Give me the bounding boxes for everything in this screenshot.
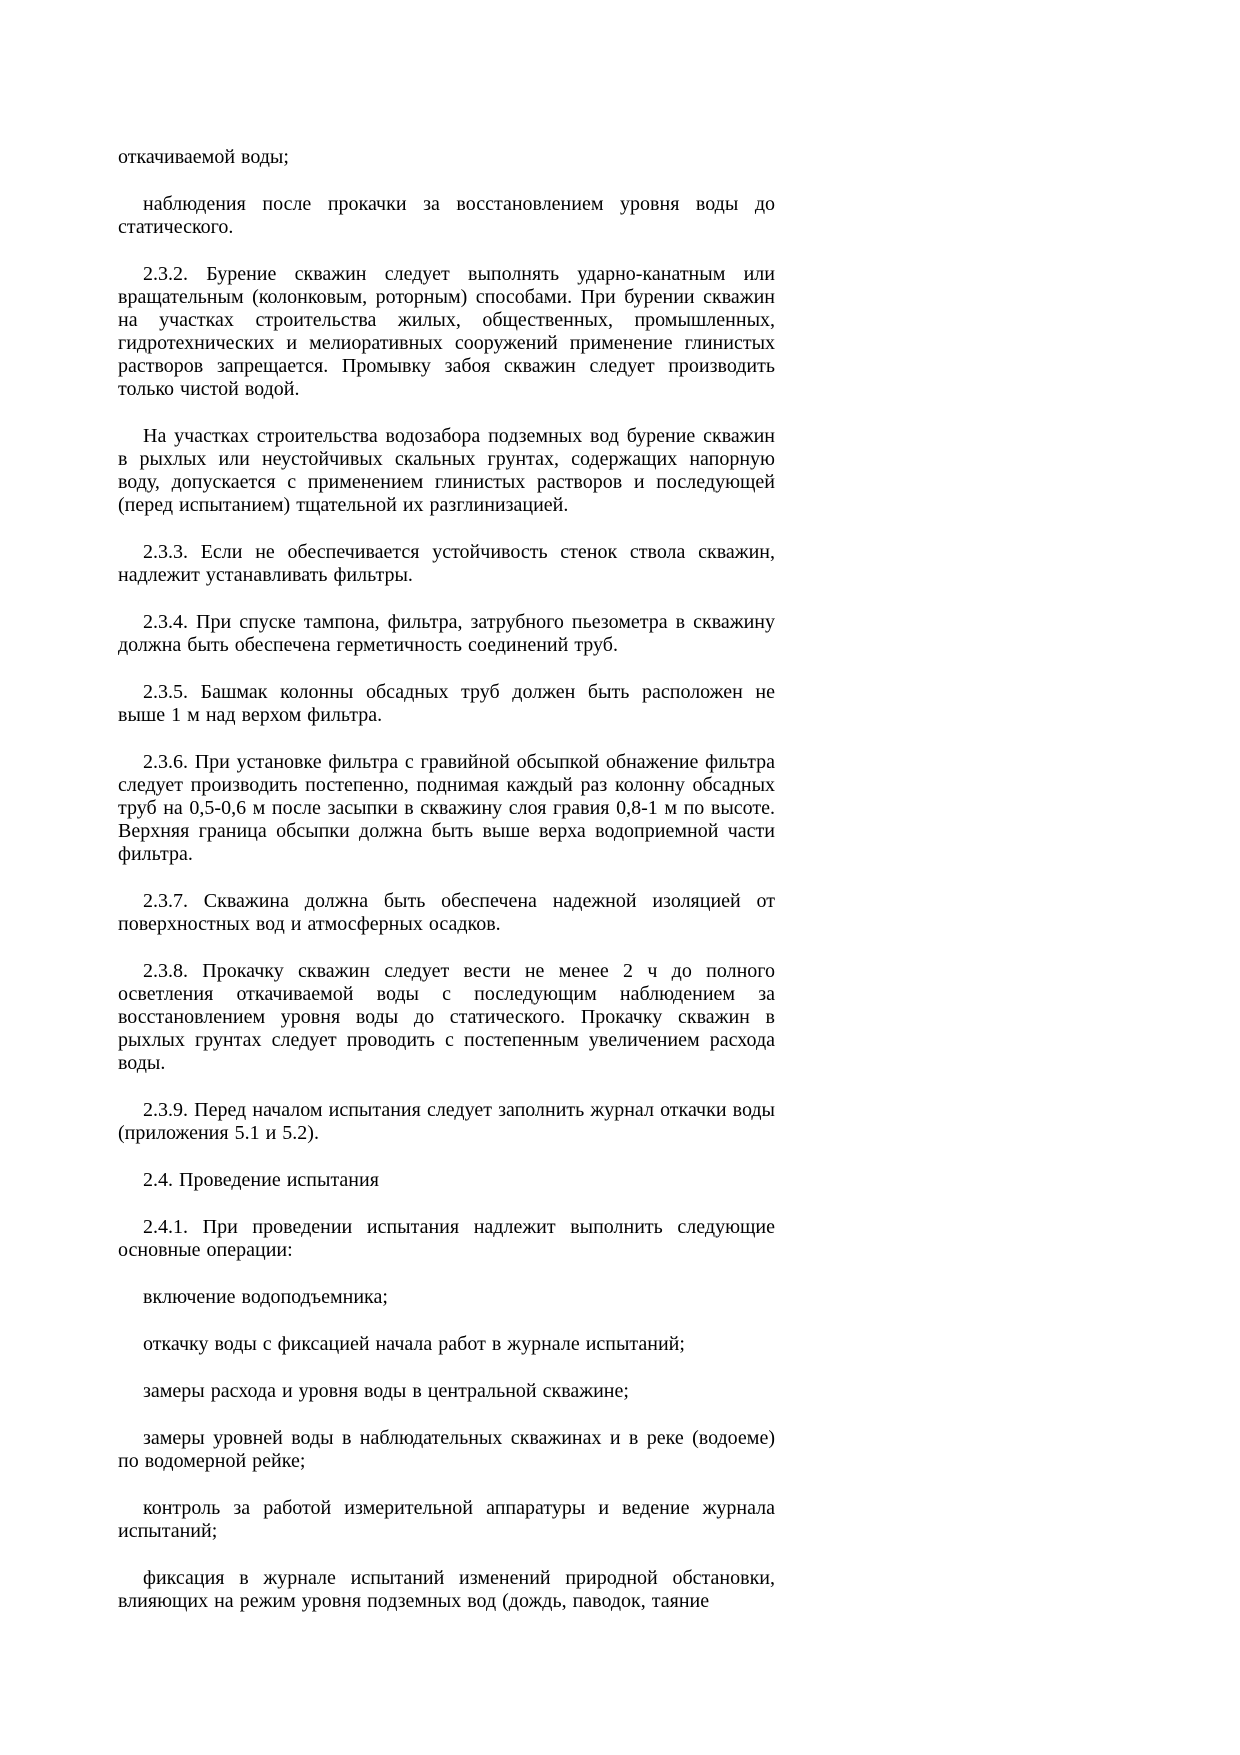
paragraph-2-3-4: 2.3.4. При спуске тампона, фильтра, затрубного пьезометра в скважину должна быть обеспечена герметичность соединений труб. xyxy=(118,611,775,656)
paragraph-continuation-pumped-water: откачиваемой воды; xyxy=(118,146,289,168)
paragraph-2-3-7: 2.3.7. Скважина должна быть обеспечена надежной изоляцией от поверхностных вод и атмосферных осадков. xyxy=(118,890,775,935)
list-item-pumping-start-log: откачку воды с фиксацией начала работ в журнале испытаний; xyxy=(143,1333,685,1355)
paragraph-2-3-6: 2.3.6. При установке фильтра с гравийной обсыпкой обнажение фильтра следует производить постепенно, поднимая каждый раз колонну обсадных труб на 0,5-0,6 м после засыпки в скважину слоя гравия 0,8-1 м по высоте. Верхняя граница обсыпки должна быть выше верха водоприемной части фильтра. xyxy=(118,751,775,865)
list-item-observation-wells-levels: замеры уровней воды в наблюдательных скважинах и в реке (водоеме) по водомерной рейке; xyxy=(118,1427,775,1472)
section-heading-2-4: 2.4. Проведение испытания xyxy=(143,1169,379,1191)
paragraph-2-3-5: 2.3.5. Башмак колонны обсадных труб должен быть расположен не выше 1 м над верхом фильтра. xyxy=(118,681,775,726)
paragraph-2-3-8: 2.3.8. Прокачку скважин следует вести не менее 2 ч до полного осветления откачиваемой воды с последующим наблюдением за восстановлением уровня воды до статического. Прокачку скважин в рыхлых грунтах следует проводить с постепенным увеличением расхода воды. xyxy=(118,960,775,1074)
paragraph-2-3-9: 2.3.9. Перед началом испытания следует заполнить журнал откачки воды (приложения 5.1 и 5.2). xyxy=(118,1099,775,1144)
paragraph-2-4-1: 2.4.1. При проведении испытания надлежит выполнить следующие основные операции: xyxy=(118,1216,775,1261)
list-item-instrument-control: контроль за работой измерительной аппаратуры и ведение журнала испытаний; xyxy=(118,1497,775,1542)
paragraph-observations-after-pumping: наблюдения после прокачки за восстановлением уровня воды до статического. xyxy=(118,193,775,238)
list-item-natural-conditions-log: фиксация в журнале испытаний изменений природной обстановки, влияющих на режим уровня подземных вод (дождь, паводок, таяние xyxy=(118,1567,775,1612)
paragraph-water-intake-sites: На участках строительства водозабора подземных вод бурение скважин в рыхлых или неустойчивых скальных грунтах, содержащих напорную воду, допускается с применением глинистых растворов и последующей (перед испытанием) тщательной их разглинизацией. xyxy=(118,425,775,516)
document-text-column xyxy=(118,146,775,1613)
list-item-pump-switch-on: включение водоподъемника; xyxy=(143,1286,388,1308)
paragraph-2-3-3: 2.3.3. Если не обеспечивается устойчивость стенок ствола скважин, надлежит устанавливать фильтры. xyxy=(118,541,775,586)
list-item-flow-level-measurements: замеры расхода и уровня воды в центральной скважине; xyxy=(143,1380,629,1402)
paragraph-2-3-2: 2.3.2. Бурение скважин следует выполнять ударно-канатным или вращательным (колонковым, роторным) способами. При бурении скважин на участках строительства жилых, общественных, промышленных, гидротехнических и мелиоративных сооружений применение глинистых растворов запрещается. Промывку забоя скважин следует производить только чистой водой. xyxy=(118,263,775,400)
